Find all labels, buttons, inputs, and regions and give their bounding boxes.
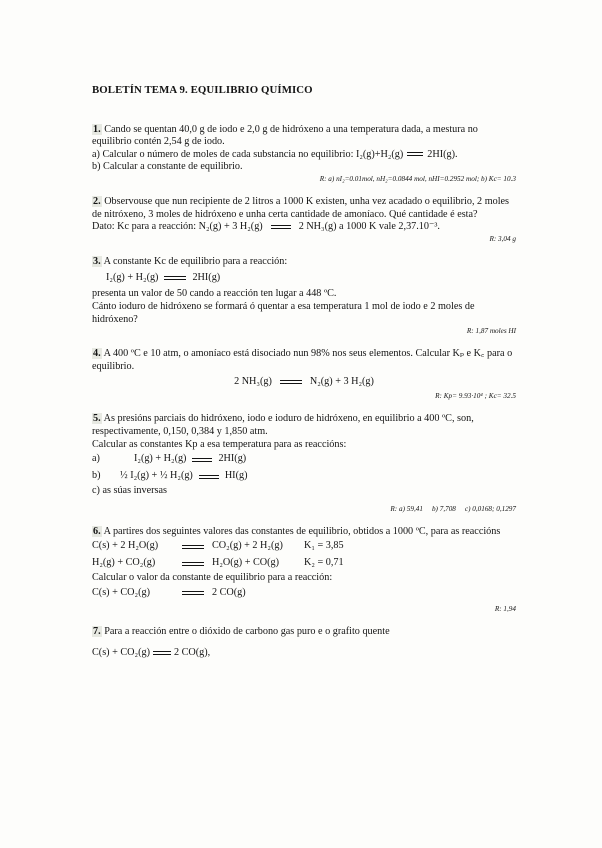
- equilibrium-arrows-icon: [192, 456, 212, 464]
- reactants: C(s) + 2 H₂O(g): [92, 540, 159, 552]
- question-a: a) Calcular o número de moles de cada substancia no equilibrio: I₂(g)+H₂(g): [92, 148, 404, 160]
- question-b: b) Calcular a constante de equilibrio.: [92, 161, 243, 173]
- reaction-equation: [92, 373, 516, 391]
- exercise-5: [92, 413, 516, 513]
- reactants: 2 NH₃(g): [234, 376, 272, 388]
- exercise-number: 5.: [93, 413, 101, 425]
- exercise-2: [92, 196, 516, 244]
- equilibrium-arrows-icon: [164, 274, 186, 282]
- answer: R: a) nI₂=0.01mol, nH₂=0.0844 mol, nHI=0.2952 mol; b) Kc= 10.3: [319, 174, 516, 183]
- reactants: H₂(g) + CO₂(g): [92, 557, 156, 569]
- products: 2 CO(g),: [173, 646, 211, 658]
- reaction-equation: [92, 268, 516, 288]
- equilibrium-arrows-icon: [153, 649, 171, 657]
- exercise-1: [92, 124, 516, 184]
- exercise-text: Observouse que nun recipiente de 2 litros a 1000 K existen, unha vez acadado o equilibrio, 2 moles de nitróxeno, 3 moles de hidróxeno e unha certa cantidade de amoníaco. Qué cantidade é esta?: [92, 195, 510, 220]
- item-label: b): [92, 470, 101, 482]
- reaction-b: [92, 468, 516, 485]
- products: CO₂(g) + 2 H₂(g): [212, 540, 283, 552]
- exercise-6: [92, 526, 516, 614]
- exercise-4: [92, 348, 516, 401]
- reaction-product: 2HI(g).: [427, 148, 458, 160]
- reaction-product: 2 NH₃(g) a 1000 K vale 2,37.10⁻³.: [298, 221, 440, 233]
- equilibrium-arrows-icon: [407, 150, 423, 158]
- reaction-3: [92, 585, 516, 602]
- exercise-number: 7.: [93, 625, 101, 637]
- answer: R: Kp= 9.93·10⁴ ; Kc= 32.5: [435, 392, 516, 401]
- exercise-text: A constante Kc de equilibrio para a reacción:: [103, 255, 288, 267]
- products: 2 CO(g): [212, 587, 246, 599]
- equilibrium-arrows-icon: [182, 589, 204, 597]
- reactants: ½ I₂(g) + ½ H₂(g): [120, 470, 193, 482]
- equilibrium-arrows-icon: [182, 543, 204, 551]
- products: H₂O(g) + CO(g): [212, 557, 280, 569]
- products: 2HI(g): [218, 453, 247, 465]
- equilibrium-arrows-icon: [271, 223, 291, 231]
- exercise-number: 1.: [93, 123, 101, 135]
- exercise-7: [92, 626, 516, 662]
- exercise-number: 2.: [93, 195, 101, 207]
- exercise-number: 6.: [93, 525, 101, 537]
- answer: R: 3,04 g: [489, 234, 516, 243]
- page-content: [92, 84, 516, 673]
- constant-value: K₁ = 3,85: [304, 540, 344, 552]
- equilibrium-arrows-icon: [199, 473, 219, 481]
- exercise-question: Cánto ioduro de hidróxeno se formará ó quentar a esa temperatura 1 mol de iodo e 2 moles de hidróxeno?: [92, 300, 475, 325]
- exercise-text: As presións parciais do hidróxeno, iodo e ioduro de hidróxeno, en equilibrio a 400 ºC, son, respectivamente, 0,150, 0,384 y 1,850 atm.: [92, 413, 474, 437]
- reactants: C(s) + CO₂(g): [92, 587, 150, 599]
- reaction-a: [92, 451, 516, 468]
- constant-value: K₂ = 0,71: [304, 557, 344, 569]
- reactants: C(s) + CO₂(g): [92, 646, 150, 658]
- equilibrium-arrows-icon: [182, 560, 204, 568]
- exercise-3: [92, 256, 516, 336]
- exercise-text: presenta un valor de 50 cando a reacción ten lugar a 448 ºC.: [92, 288, 337, 300]
- products: 2HI(g): [192, 272, 221, 284]
- exercise-text: A partires dos seguintes valores das constantes de equilibrio, obtidos a 1000 ºC, para as reaccións: [103, 525, 501, 537]
- exercise-text: Para a reacción entre o dióxido de carbono gas puro e o grafito quente: [104, 625, 390, 637]
- item-c: c) as súas inversas: [92, 485, 167, 497]
- products: HI(g): [224, 470, 248, 482]
- item-label: a): [92, 453, 100, 465]
- answer: R: a) 59,41 b) 7,708 c) 0,0168; 0,1297: [390, 504, 516, 513]
- answer: R: 1,94: [494, 604, 516, 613]
- page-title: BOLETÍN TEMA 9. EQUILIBRIO QUÍMICO: [92, 84, 313, 96]
- reaction-1: [92, 538, 516, 555]
- products: N₂(g) + 3 H₂(g): [309, 376, 374, 388]
- exercise-number: 4.: [93, 348, 101, 360]
- equilibrium-arrows-icon: [280, 378, 302, 386]
- reaction-equation: [92, 644, 516, 661]
- data-line: Dato: Kc para a reacción: N₂(g) + 3 H₂(g): [92, 221, 263, 233]
- exercise-question: Calcular as constantes Kp a esa temperatura para as reaccións:: [92, 438, 347, 450]
- exercise-text: Cando se quentan 40,0 g de iodo e 2,0 g de hidróxeno a una temperatura dada, a mestura no equilibrio contén 2,54 g de iodo.: [92, 123, 478, 148]
- answer: R: 1,87 moles HI: [466, 327, 516, 336]
- exercise-number: 3.: [93, 255, 101, 267]
- reaction-2: [92, 555, 516, 572]
- exercise-text: A 400 ºC e 10 atm, o amoníaco está disociado nun 98% nos seus elementos. Calcular Kₚ e K꜀ para o equilibrio.: [92, 348, 513, 372]
- reactants: I₂(g) + H₂(g): [106, 272, 159, 284]
- exercise-question: Calcular o valor da constante de equilibrio para a reacción:: [92, 572, 333, 584]
- reactants: I₂(g) + H₂(g): [134, 453, 187, 465]
